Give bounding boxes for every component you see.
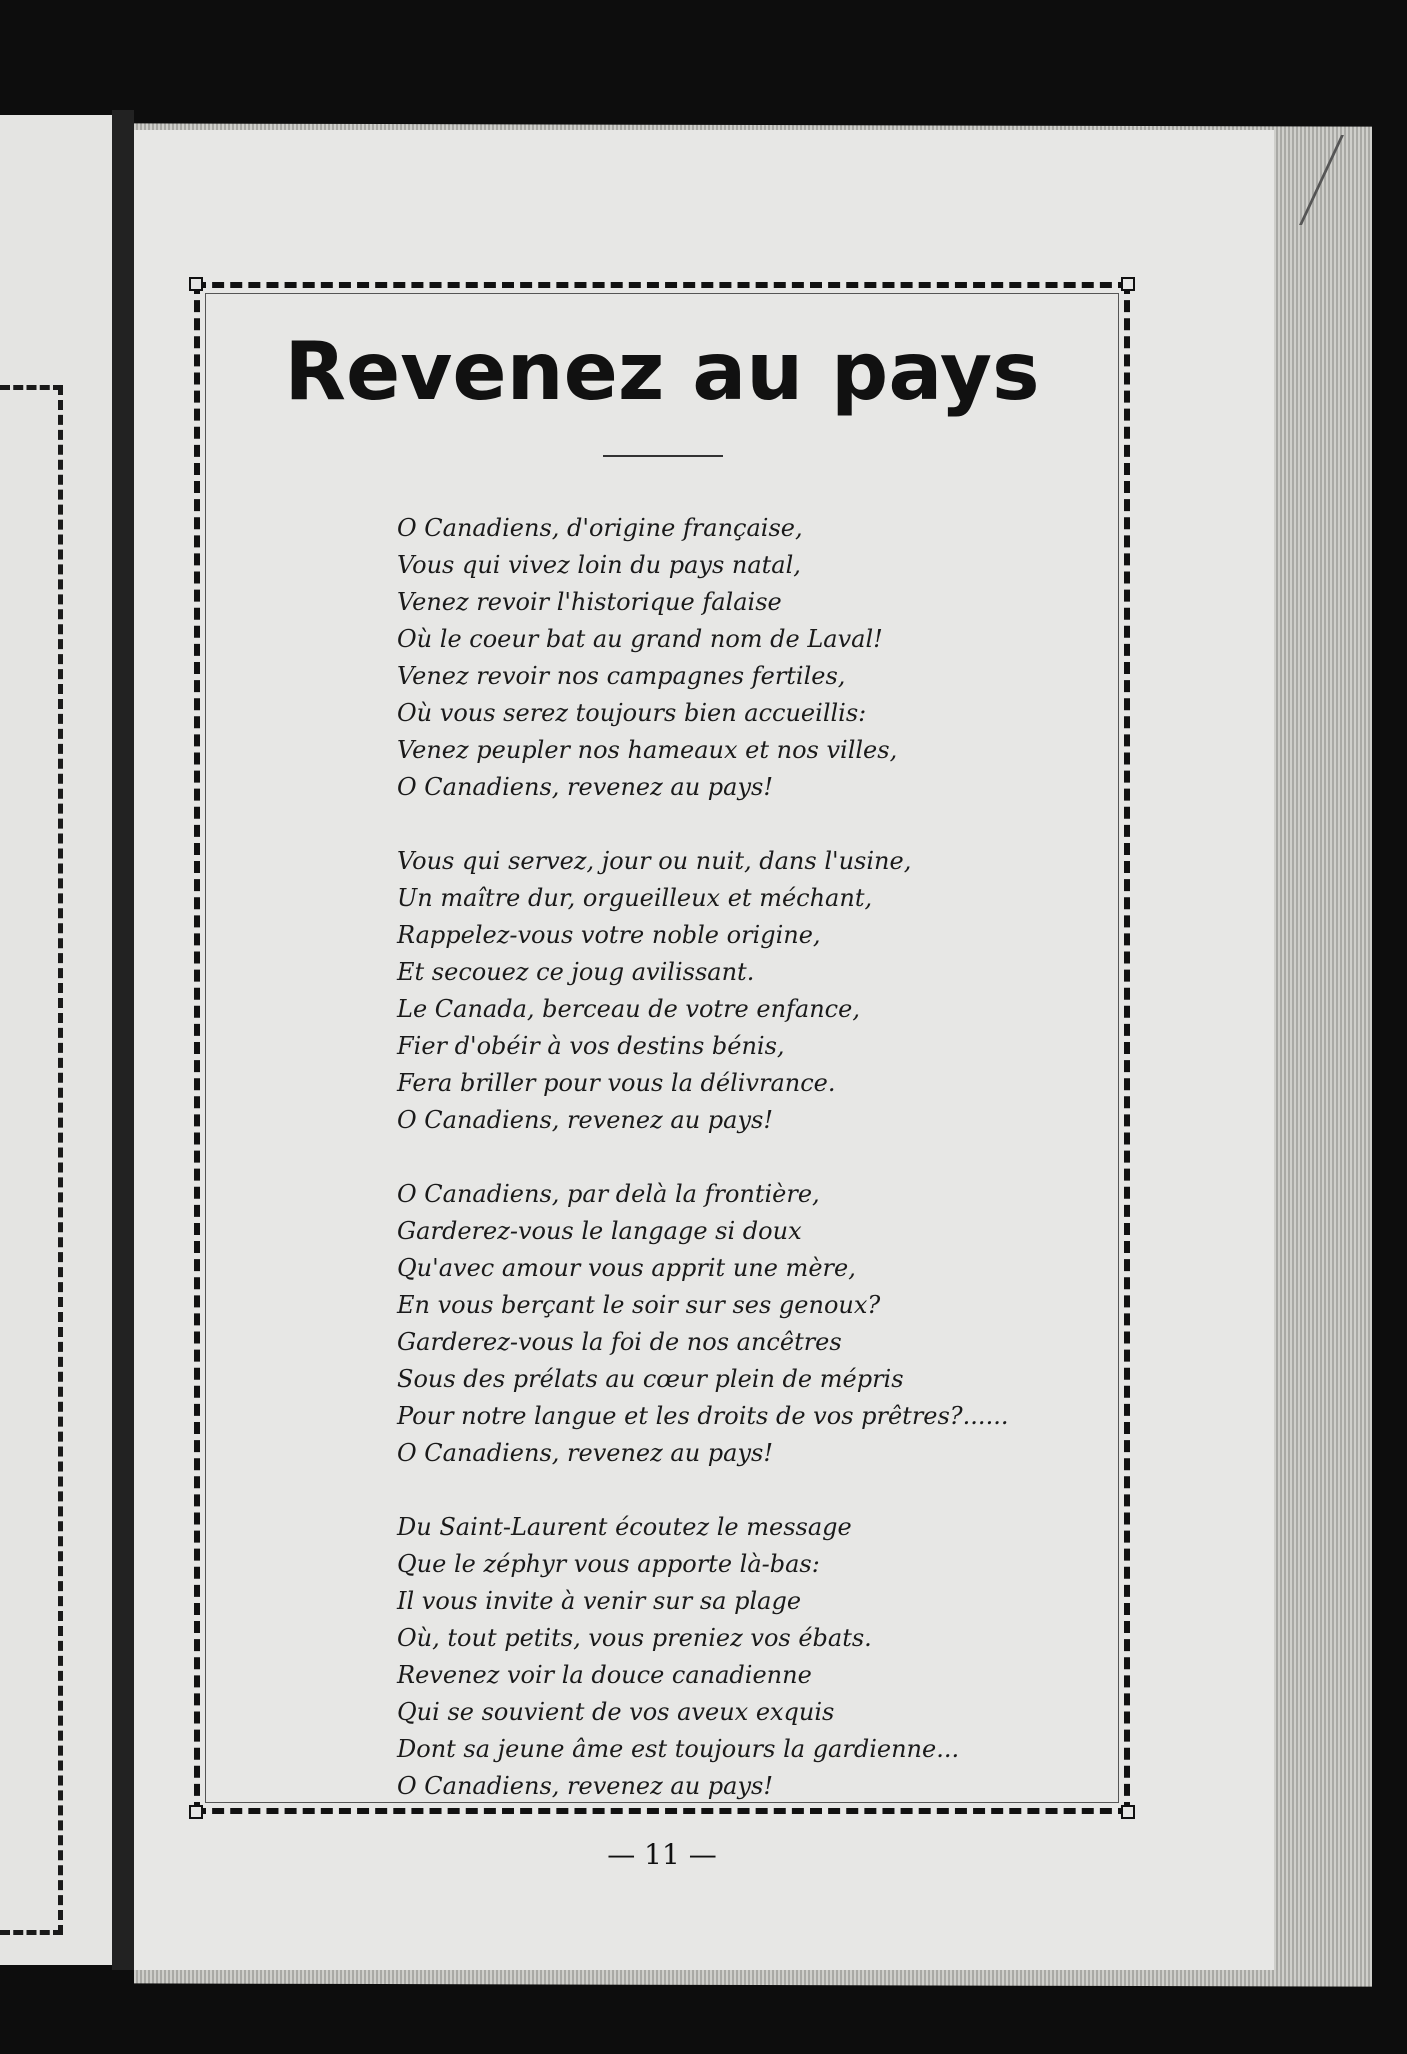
poem-line: En vous berçant le soir sur ses genoux? bbox=[397, 1291, 881, 1319]
poem-line: Où le coeur bat au grand nom de Laval! bbox=[397, 625, 883, 653]
poem-stanza bbox=[397, 510, 1077, 806]
book-spine bbox=[112, 110, 134, 1970]
poem-line: Un maître dur, orgueilleux et méchant, bbox=[397, 884, 873, 912]
left-page bbox=[0, 115, 128, 1965]
page-title: Revenez au pays bbox=[284, 325, 1040, 418]
poem-line: Où vous serez toujours bien accueillis: bbox=[397, 699, 867, 727]
poem-line: Où, tout petits, vous preniez vos ébats. bbox=[397, 1624, 872, 1652]
poem-stanza bbox=[397, 1509, 1077, 1805]
page-number: — 11 — bbox=[607, 1838, 717, 1871]
poem-line: O Canadiens, revenez au pays! bbox=[397, 1106, 773, 1134]
poem-line: Garderez-vous le langage si doux bbox=[397, 1217, 802, 1245]
poem-line: Le Canada, berceau de votre enfance, bbox=[397, 995, 860, 1023]
poem-line: Pour notre langue et les droits de vos prêtres?...... bbox=[397, 1402, 1009, 1430]
poem-line: Dont sa jeune âme est toujours la gardienne... bbox=[397, 1735, 960, 1763]
poem-line: Fier d'obéir à vos destins bénis, bbox=[397, 1032, 785, 1060]
poem-line: Qui se souvient de vos aveux exquis bbox=[397, 1698, 835, 1726]
poem-stanza bbox=[397, 843, 1077, 1139]
poem-line: O Canadiens, revenez au pays! bbox=[397, 1772, 773, 1800]
poem-stanza bbox=[397, 1176, 1077, 1472]
poem-line: Et secouez ce joug avilissant. bbox=[397, 958, 755, 986]
poem bbox=[397, 510, 1077, 1842]
poem-line: Que le zéphyr vous apporte là-bas: bbox=[397, 1550, 820, 1578]
poem-line: Venez revoir l'historique falaise bbox=[397, 588, 782, 616]
poem-line: Fera briller pour vous la délivrance. bbox=[397, 1069, 836, 1097]
poem-line: Vous qui servez, jour ou nuit, dans l'usine, bbox=[397, 847, 912, 875]
poem-line: Qu'avec amour vous apprit une mère, bbox=[397, 1254, 856, 1282]
poem-line: Garderez-vous la foi de nos ancêtres bbox=[397, 1328, 842, 1356]
left-page-border bbox=[0, 385, 63, 1935]
poem-line: Vous qui vivez loin du pays natal, bbox=[397, 551, 801, 579]
poem-line: O Canadiens, revenez au pays! bbox=[397, 773, 773, 801]
frame-corner bbox=[1121, 1805, 1135, 1819]
poem-line: Venez peupler nos hameaux et nos villes, bbox=[397, 736, 898, 764]
poem-line: Venez revoir nos campagnes fertiles, bbox=[397, 662, 846, 690]
poem-line: Il vous invite à venir sur sa plage bbox=[397, 1587, 802, 1615]
poem-line: Rappelez-vous votre noble origine, bbox=[397, 921, 821, 949]
frame-corner bbox=[1121, 277, 1135, 291]
title-divider bbox=[603, 455, 723, 457]
poem-line: Du Saint-Laurent écoutez le message bbox=[397, 1513, 852, 1541]
poem-line: O Canadiens, revenez au pays! bbox=[397, 1439, 773, 1467]
poem-line: O Canadiens, par delà la frontière, bbox=[397, 1180, 820, 1208]
poem-line: Sous des prélats au cœur plein de mépris bbox=[397, 1365, 904, 1393]
frame-corner bbox=[189, 1805, 203, 1819]
poem-line: Revenez voir la douce canadienne bbox=[397, 1661, 812, 1689]
poem-line: O Canadiens, d'origine française, bbox=[397, 514, 803, 542]
frame-corner bbox=[189, 277, 203, 291]
